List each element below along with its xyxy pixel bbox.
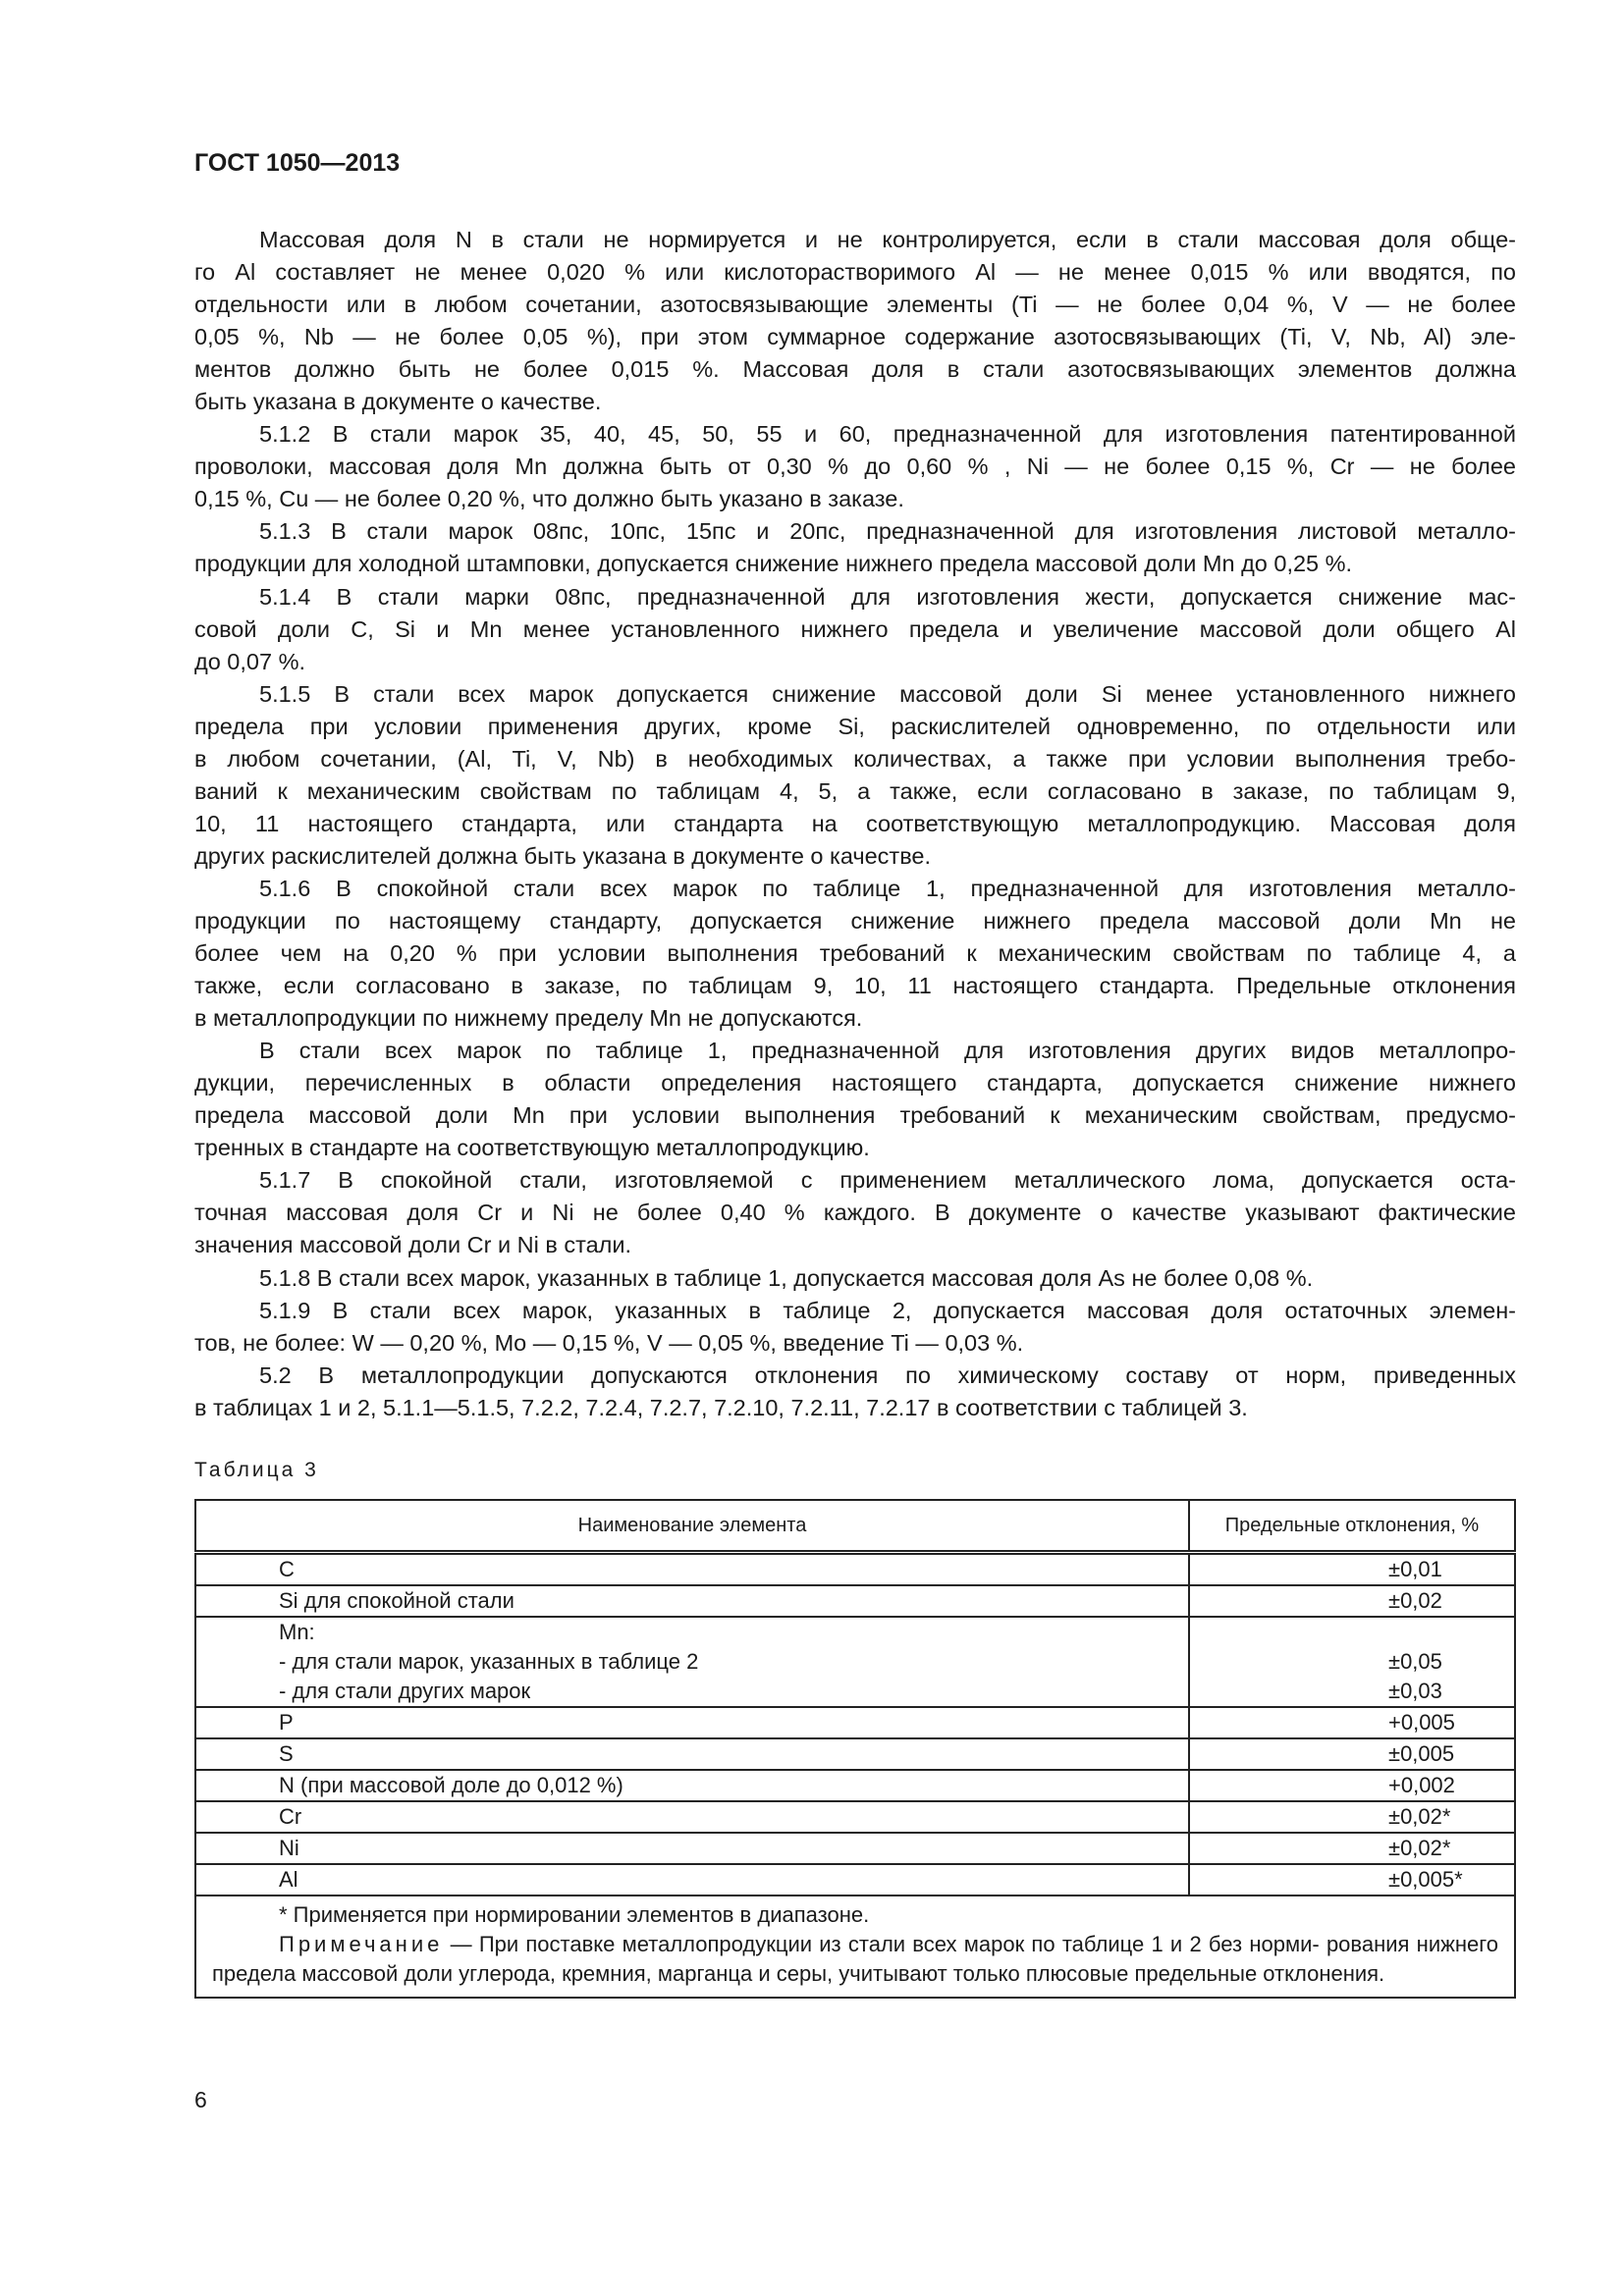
paragraph	[194, 581, 1516, 678]
text-line: В стали всех марок по таблице 1, предназначенной для изготовления других видов металлопро-	[259, 1038, 1516, 1064]
table-row	[195, 1738, 1515, 1770]
mn-sub-2: - для стали других марок	[279, 1679, 531, 1703]
text-line: более чем на 0,20 % при условии выполнения требований к механическим свойствам по таблице 4, а	[194, 940, 1516, 967]
element-name: Al	[195, 1864, 1189, 1896]
text-line: точная массовая доля Cr и Ni не более 0,40 % каждого. В документе о качестве указывают фактические	[194, 1200, 1516, 1226]
deviation-value: +0,002	[1189, 1770, 1515, 1801]
table-row	[195, 1864, 1515, 1896]
text-line: в металлопродукции по нижнему пределу Mn не допускаются.	[194, 1005, 863, 1032]
text-line: ваний к механическим свойствам по таблицам 4, 5, а также, если согласовано в заказе, по таблицам 9,	[194, 777, 1516, 804]
text-line: 0,15 %, Cu — не более 0,20 %, что должно быть указано в заказе.	[194, 486, 904, 512]
text-line: ментов должно быть не более 0,015 %. Массовая доля в стали азотосвязывающих элементов должна	[194, 356, 1516, 383]
text-line: проволоки, массовая доля Mn должна быть от 0,30 % до 0,60 % , Ni — не более 0,15 %, Cr — не более	[194, 454, 1516, 480]
text-line: 5.1.9 В стали всех марок, указанных в таблице 2, допускается массовая доля остаточных элемен-	[259, 1297, 1516, 1323]
text-line: до 0,07 %.	[194, 648, 306, 674]
element-name: Si для спокойной стали	[195, 1585, 1189, 1617]
text-line: Массовая доля N в стали не нормируется и не контролируется, если в стали массовая доля обще-	[259, 227, 1516, 252]
deviation-value: ±0,02*	[1189, 1833, 1515, 1864]
text-line: быть указана в документе о качестве.	[194, 389, 602, 415]
element-name: Ni	[195, 1833, 1189, 1864]
paragraph	[194, 1295, 1516, 1360]
paragraph	[194, 224, 1516, 418]
text-line: совой доли C, Si и Mn менее установленного нижнего предела и увеличение массовой доли общего Al	[194, 615, 1516, 642]
deviation-value: ±0,005	[1189, 1738, 1515, 1770]
text-line: 5.1.8 В стали всех марок, указанных в таблице 1, допускается массовая доля As не более 0,08 %.	[259, 1264, 1314, 1291]
text-line: предела массовой доли Mn при условии выполнения требований к механическим свойствам, предусмо-	[194, 1102, 1516, 1129]
paragraph	[194, 418, 1516, 515]
text-line: в любом сочетании, (Al, Ti, V, Nb) в необходимых количествах, а также при условии выполнения требо-	[194, 745, 1516, 772]
text-line: 5.1.3 В стали марок 08пс, 10пс, 15пс и 20пс, предназначенной для изготовления листовой металло-	[259, 518, 1516, 545]
deviation-value: ±0,02*	[1189, 1801, 1515, 1833]
text-line: тов, не более: W — 0,20 %, Mo — 0,15 %, V — 0,05 %, введение Ti — 0,03 %.	[194, 1329, 1024, 1356]
text-line: го Al составляет не менее 0,020 % или кислоторастворимого Al — не менее 0,015 % или вводятся, по	[194, 259, 1516, 286]
element-name: P	[195, 1707, 1189, 1738]
table-row	[195, 1770, 1515, 1801]
deviation-value: ±0,005*	[1189, 1864, 1515, 1896]
note-label: Примечание	[279, 1932, 444, 1956]
table-header-row	[195, 1500, 1515, 1553]
note-text: — При поставке металлопродукции из стали всех марок по таблице 1 и 2 без норми- рования нижнего предела массовой доли углерода, кремния, марганца и серы, учитывают только плюсовые предельные отклонения.	[212, 1932, 1498, 1986]
element-name: N (при массовой доле до 0,012 %)	[195, 1770, 1189, 1801]
note	[212, 1930, 1498, 1989]
header-deviation: Предельные отклонения, %	[1189, 1500, 1515, 1553]
table-row	[195, 1833, 1515, 1864]
deviation-value	[1189, 1617, 1515, 1707]
table-label: Таблица 3	[194, 1459, 319, 1481]
paragraph	[194, 1262, 1516, 1295]
footer-cell	[195, 1896, 1515, 1998]
table-row	[195, 1707, 1515, 1738]
text-line: также, если согласовано в заказе, по таблицам 9, 10, 11 настоящего стандарта. Предельные отклонения	[194, 973, 1516, 999]
deviation-value: ±0,01	[1189, 1553, 1515, 1586]
mn-value-2: ±0,03	[1388, 1679, 1442, 1703]
mn-label: Mn:	[279, 1620, 315, 1644]
text-line: других раскислителей должна быть указана в документе о качестве.	[194, 842, 932, 869]
text-line: 5.1.7 В спокойной стали, изготовляемой с применением металлического лома, допускается оста-	[259, 1167, 1516, 1194]
paragraph	[194, 1035, 1516, 1164]
text-line: значения массовой доли Cr и Ni в стали.	[194, 1232, 632, 1258]
table-footer	[195, 1896, 1515, 1998]
paragraph	[194, 678, 1516, 873]
element-name: S	[195, 1738, 1189, 1770]
document-header: ГОСТ 1050—2013	[194, 149, 401, 177]
text-line: 0,05 %, Nb — не более 0,05 %), при этом суммарное содержание азотосвязывающих (Ti, V, Nb, Al) эле-	[194, 324, 1516, 350]
deviation-value: +0,005	[1189, 1707, 1515, 1738]
text-line: 5.1.4 В стали марки 08пс, предназначенной для изготовления жести, допускается снижение мас-	[259, 583, 1516, 610]
element-name: Cr	[195, 1801, 1189, 1833]
table-row-mn	[195, 1617, 1515, 1707]
paragraph	[194, 515, 1516, 580]
text-line: 10, 11 настоящего стандарта, или стандарта на соответствующую металлопродукцию. Массовая доля	[194, 810, 1516, 836]
text-line: продукции по настоящему стандарту, допускается снижение нижнего предела массовой доли Mn не	[194, 907, 1516, 934]
text-line: дукции, перечисленных в области определения настоящего стандарта, допускается снижение нижнего	[194, 1070, 1516, 1096]
page-number: 6	[194, 2087, 207, 2112]
text-line: 5.1.5 В стали всех марок допускается снижение массовой доли Si менее установленного нижнего	[259, 680, 1516, 707]
table-row	[195, 1553, 1515, 1586]
table-row	[195, 1801, 1515, 1833]
text-line: предела при условии применения других, кроме Si, раскислителей одновременно, по отдельности или	[194, 713, 1516, 739]
paragraph	[194, 1360, 1516, 1424]
text-line: 5.1.2 В стали марок 35, 40, 45, 50, 55 и 60, предназначенной для изготовления патентированной	[259, 421, 1516, 448]
table-row	[195, 1585, 1515, 1617]
text-line: тренных в стандарте на соответствующую металлопродукцию.	[194, 1135, 870, 1161]
mn-value-1: ±0,05	[1388, 1649, 1442, 1674]
paragraph	[194, 1164, 1516, 1261]
text-line: в таблицах 1 и 2, 5.1.1—5.1.5, 7.2.2, 7.2.4, 7.2.7, 7.2.10, 7.2.11, 7.2.17 в соответствии с таблицей 3.	[194, 1394, 1248, 1420]
header-element-name: Наименование элемента	[195, 1500, 1189, 1553]
text-line: продукции для холодной штамповки, допускается снижение нижнего предела массовой доли Mn до 0,25 %.	[194, 551, 1353, 577]
footnote: * Применяется при нормировании элементов в диапазоне.	[279, 1902, 870, 1927]
mn-sub-1: - для стали марок, указанных в таблице 2	[279, 1649, 699, 1674]
text-line: 5.1.6 В спокойной стали всех марок по таблице 1, предназначенной для изготовления металло-	[259, 875, 1516, 901]
deviation-value: ±0,02	[1189, 1585, 1515, 1617]
element-name	[195, 1617, 1189, 1707]
deviation-table	[194, 1499, 1516, 1999]
document-body	[194, 224, 1516, 1424]
element-name: C	[195, 1553, 1189, 1586]
text-line: отдельности или в любом сочетании, азотосвязывающие элементы (Ti — не более 0,04 %, V — не более	[194, 292, 1516, 318]
text-line: 5.2 В металлопродукции допускаются отклонения по химическому составу от норм, приведенных	[259, 1362, 1516, 1388]
paragraph	[194, 873, 1516, 1035]
